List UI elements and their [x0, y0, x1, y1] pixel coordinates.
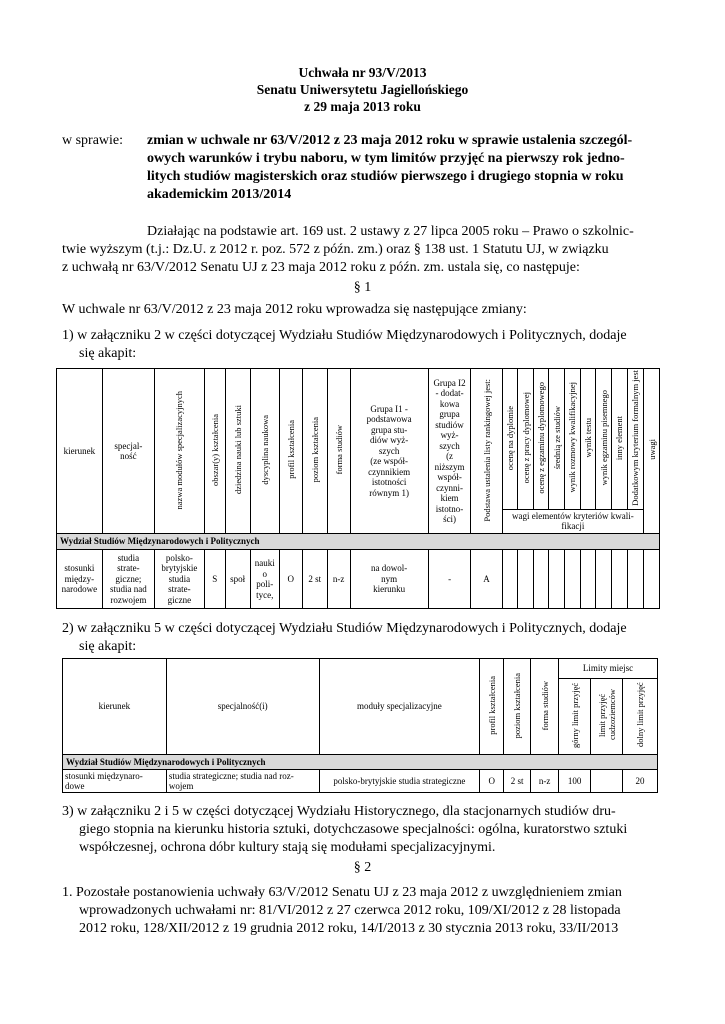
t2-col-profil: profil kształcenia [480, 659, 504, 755]
t2-col-moduly: moduły specjalizacyjne [319, 659, 480, 755]
subject-text: zmian w uchwale nr 63/V/2012 z 23 maja 2012 roku w sprawie ustalenia szczegól- owych warunków i trybu naboru, w tym limitów przyjęć na pierwszy rok jedno- litych studiów magisterskich oraz studiów pierwszego i drugiego stopnia w roku akademickim 2013/2014 [147, 133, 633, 202]
senate-name: Senatu Uniwersytetu Jagiellońskiego [256, 82, 469, 97]
section-2-item-1: 1. Pozostałe postanowienia uchwały 63/V/2012 Senatu UJ z 23 maja 2012 z uwzględnieniem zmian wprowadzonych uchwałami nr: 81/VI/2012 z 27 czerwca 2012 roku, 109/XI/2012 z 28 listopada 2012 roku, 128/XII/2012 z 19 grudnia 2012 roku, 14/I/2013 z 30 stycznia 2013 roku, 33/II/2013 [62, 885, 622, 936]
col-dziedzina: dziedzina nauki lub sztuki [225, 369, 250, 534]
col-moduly: nazwa modułów specjalizacyjnych [154, 369, 204, 534]
col-kierunek: kierunek [57, 369, 103, 534]
col-ocena-praca: ocenę z pracy dyplomowej [518, 369, 534, 510]
col-obszar: obszar(y) kształcenia [204, 369, 225, 534]
col-uwagi: uwagi [644, 369, 660, 534]
table-row: stosunki międzynaro- dowe studia strategiczne; studia nad roz- wojem polsko-brytyjskie studia strategiczne O 2 st n-z 100 20 [63, 770, 658, 793]
col-podstawa: Podstawa ustalenia listy rankingowej jest: [471, 369, 502, 534]
col-poziom: poziom kształcenia [302, 369, 327, 534]
t2-col-cudzoziemcow: limit przyjęć cudzoziemców [591, 679, 623, 755]
intro-paragraph: Działając na podstawie art. 169 ust. 2 ustawy z 27 lipca 2005 roku – Prawo o szkolnic- twie wyższym (t.j.: Dz.U. z 2012 r. poz. 572 z późn. zm.) oraz § 138 ust. 1 Statutu UJ, w związku z uchwałą nr 63/V/2012 Senatu UJ z 23 maja 2012 roku z późn. zm. ustala się, co następuje: [62, 224, 634, 275]
t2-col-poziom: poziom kształcenia [504, 659, 531, 755]
t2-col-specjalnosc: specjalność(i) [166, 659, 319, 755]
col-grupa-1: Grupa I1 - podstawowa grupa stu- diów wyż- szych (ze współ- czynnikiem istotności równym 1) [350, 369, 428, 534]
section-1-item-3: 3) w załączniku 2 i 5 w części dotyczącej Wydziału Historycznego, dla stacjonarnych studiów dru- giego stopnia na kierunku historia sztuki, dotychczasowe specjalności: ogólna, kuratorstwo sztuki współczesnej, ochrona dóbr kultury stają się modułami specjalizacyjnymi. [62, 804, 628, 855]
col-forma: forma studiów [327, 369, 350, 534]
t2-col-forma: forma studiów [531, 659, 559, 755]
col-egzamin-pisemny: wynik egzaminu pisemnego [596, 369, 612, 510]
t2-col-kierunek: kierunek [63, 659, 167, 755]
section-1-item-1: 1) w załączniku 2 w części dotyczącej Wydziału Studiów Międzynarodowych i Politycznych, dodaje się akapit: [62, 328, 627, 361]
t2-faculty-row: Wydział Studiów Międzynarodowych i Politycznych [63, 755, 658, 770]
col-ocena-dyplom: ocenę na dyplomie [502, 369, 518, 510]
col-dyscyplina: dyscyplina naukowa [250, 369, 279, 534]
t2-col-limity: Limity miejsc [559, 659, 658, 679]
col-grupa-2: Grupa I2 - dodat- kowa grupa studiów wyż- szych (z niższym współ- czynni- kiem istotno- ści) [428, 369, 471, 534]
t2-col-gorny: górny limit przyjęć [559, 679, 591, 755]
resolution-number: Uchwała nr 93/V/2013 [298, 65, 427, 80]
col-profil: profil kształcenia [279, 369, 302, 534]
col-wagi: wagi elementów kryteriów kwali- fikacji [502, 509, 644, 533]
col-ocena-egzamin: ocenę z egzaminu dyplomowego [533, 369, 549, 510]
admission-criteria-table [56, 368, 660, 609]
table-row: stosunki między- narodowe studia strate- giczne; studia nad rozwojem polsko- brytyjskie studia strate- giczne S społ nauki o poli- tyce, O 2 st n-z na dowol- nym kierunku - A [57, 550, 660, 609]
col-rozmowa: wynik rozmowy kwalifikacyjnej [565, 369, 581, 510]
t2-col-dolny: dolny limit przyjęć [623, 679, 658, 755]
col-test: wynik testu [580, 369, 596, 510]
section-1-item-2: 2) w załączniku 5 w części dotyczącej Wydziału Studiów Międzynarodowych i Politycznych, dodaje się akapit: [62, 621, 627, 654]
resolution-date: z 29 maja 2013 roku [304, 99, 421, 114]
subject-label: w sprawie: [62, 133, 124, 148]
faculty-row: Wydział Studiów Międzynarodowych i Politycznych [57, 534, 660, 550]
admission-limits-table [62, 658, 658, 793]
col-dodatkowe: Dodatkowym kryterium formalnym jest [627, 369, 644, 510]
section-1-lead: W uchwale nr 63/V/2012 z 23 maja 2012 roku wprowadza się następujące zmiany: [62, 302, 527, 317]
col-srednia: średnią ze studiów [549, 369, 565, 510]
section-2-mark: § 2 [353, 860, 372, 875]
col-specjalnosc: specjal- ność [102, 369, 154, 534]
section-1-mark: § 1 [353, 280, 372, 295]
col-inny: inny element [611, 369, 627, 510]
